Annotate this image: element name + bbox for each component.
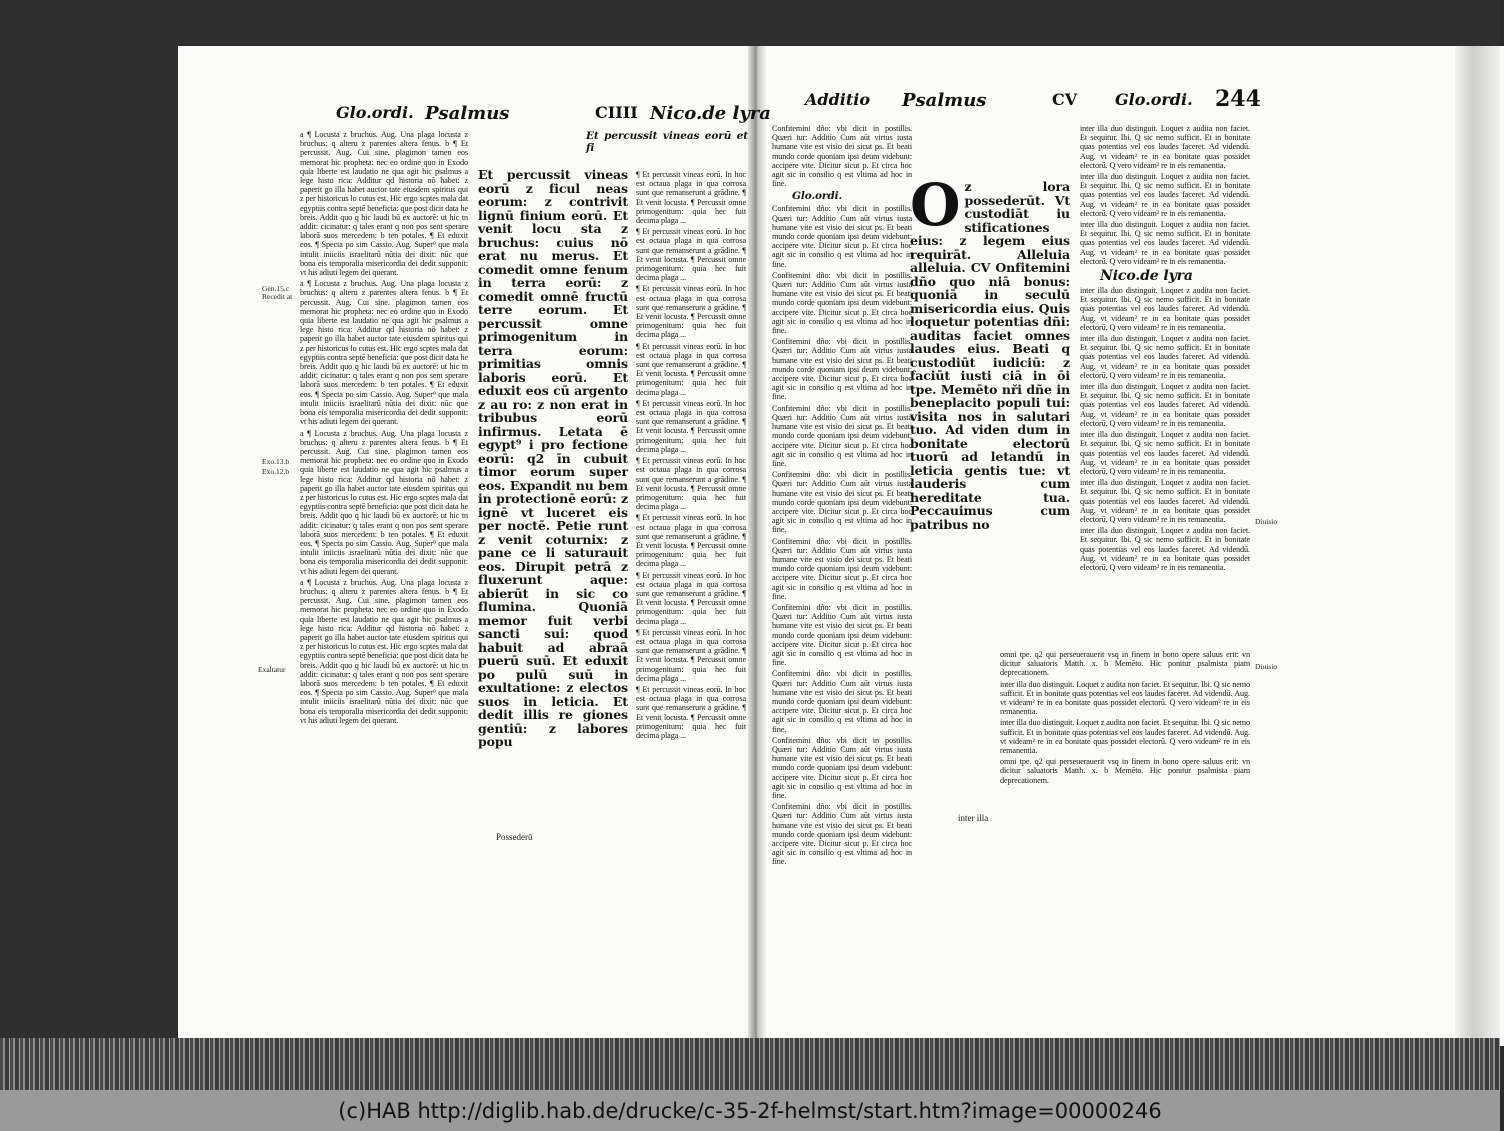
left-column-lyra-text-6: ¶ Et percussit vineas eorū. In hoc est octaua plaga in qua corrosa sunt que remanserunt a grādine. ¶ Et venit locusta. ¶ Percussit omne primogenitum: quia hec fuit decima plaga ...: [636, 456, 746, 512]
right-column-lyra-text-9: inter illa duo distinguit. Loquet z audita non faciet. Et sequitur. Ibi. Q sic nemo sufficit. Et in bonitate quas potentias vel eos laudes faceret. Ad videndū. Aug. vt videam² re in ea bonitate quas possidet electorū. Q vero videam² re in eis remanentia.: [1080, 526, 1250, 572]
left-margin-note: Exo.13.b: [262, 457, 290, 466]
left-column-lyra-text-8: ¶ Et percussit vineas eorū. In hoc est octaua plaga in qua corrosa sunt que remanserunt a grādine. ¶ Et venit locusta. ¶ Percussit omne primogenitum: quia hec fuit decima plaga ...: [636, 570, 746, 626]
left-margin-note: Exo.12.b: [262, 467, 290, 476]
left-column-gloss-text: a ¶ Locusta z bruchus. Aug. Una plaga locusta z bruchus: q alteru z parentes altera fenus. b ¶ Et percussit. Aug. Cui sine. plagimon tamen eos memorat hic propheta: nec eo ordine quo in Exodo quia liberte est laudatio ne qua agit hic psalmus a lege histo rica: Additur qd historia nō habet: z paperit go illa habet auctor tate eiusdem spiritus qui z per historicus lo cutus est. Hic ergo scptes mala dat egyptiis contra septē beneficia: que post dicit data he breis. Addit quo q hic laudi bū ex auctorē: ut hic tn addit: cicinatur: q tales erant q non pos sent sperare laborā suos mercedem: b ten potales. ¶ Et eduxit eos. ¶ Specta po sim Cassio. Aug. Super⁹ que mala intulit iniiciis israelitarū nūtia dei dixit: nūc que bona eis temporalia misericordia dei dedit supponit: vt his adiuti legem dei querant.: [300, 130, 468, 278]
right-column-additio-text-4: Confitemini dño: vbi dicit in postillis. Quæri tur: Additio Cum aūt virtus iusta humane vite est visio dei sicut ps. Et beati mundo corde quoniam ipsi deum videbunt: accipere vite. Dicitur sicut p. Et circa hoc agit sic in consilio q est vltima ad hoc in fine.: [772, 337, 912, 402]
right-column-lyra-text-2: inter illa duo distinguit. Loquet z audita non faciet. Et sequitur. Ibi. Q sic nemo sufficit. Et in bonitate quas potentias vel eos laudes faceret. Ad videndū. Aug. vt videam² re in ea bonitate quas possidet electorū. Q vero videam² re in eis remanentia.: [1080, 172, 1250, 218]
right-column-additio: [772, 124, 912, 867]
right-folio-number: 244: [1215, 86, 1261, 112]
left-header-psalmus: Psalmus: [425, 103, 510, 124]
left-column-lyra-text-9: ¶ Et percussit vineas eorū. In hoc est octaua plaga in qua corrosa sunt que remanserunt a grādine. ¶ Et venit locusta. ¶ Percussit omne primogenitum: quia hec fuit decima plaga ...: [636, 627, 746, 683]
right-column-additio-text-6: Confitemini dño: vbi dicit in postillis. Quæri tur: Additio Cum aūt virtus iusta humane vite est visio dei sicut ps. Et beati mundo corde quoniam ipsi deum videbunt: accipere vite. Dicitur sicut p. Et circa hoc agit sic in consilio q est vltima ad hoc in fine.: [772, 470, 912, 535]
left-column-lyra-text-10: ¶ Et percussit vineas eorū. In hoc est octaua plaga in qua corrosa sunt que remanserunt a grādine. ¶ Et venit locusta. ¶ Percussit omne primogenitum: quia hec fuit decima plaga ...: [636, 684, 746, 740]
left-column-lyra-text-4: ¶ Et percussit vineas eorū. In hoc est octaua plaga in qua corrosa sunt que remanserunt a grādine. ¶ Et venit locusta. ¶ Percussit omne primogenitum: quia hec fuit decima plaga ...: [636, 341, 746, 397]
scan-edge-strip: [0, 1038, 1500, 1090]
left-column-gloss-text-4: a ¶ Locusta z bruchus. Aug. Una plaga locusta z bruchus: q alteru z parentes altera fenus. b ¶ Et percussit. Aug. Cui sine. plagimon tamen eos memorat hic propheta: nec eo ordine quo in Exodo quia liberte est laudatio ne qua agit hic psalmus a lege histo rica: Additur qd historia nō habet: z paperit go illa habet auctor tate eiusdem spiritus qui z per historicus lo cutus est. Hic ergo scptes mala dat egyptiis contra septē beneficia: que post dicit data he breis. Addit quo q hic laudi bū ex auctorē: ut hic tn addit: cicinatur: q tales erant q non pos sent sperare laborā suos mercedem: b ten potales. ¶ Et eduxit eos. ¶ Specta po sim Cassio. Aug. Super⁹ que mala intulit iniiciis israelitarū nūtia dei dixit: nūc que bona eis temporalia misericordia dei dedit supponit: vt his adiuti legem dei querant.: [300, 577, 468, 725]
right-column-psalm-text: z lora possederūt. Vt custodiāt iu stificationes eius: z legem eius requirāt. Alleluia alleluia. CV Onfitemini dño quo niā bonus: quoniā in seculū misericordia eius. Quis loquetur potentias dñi: auditas faciet omnes laudes eius. Beati q custodiūt iudiciū: z faciūt iusti ciā in ōi tpe. Memēto nři dñe in beneplacito populi tui: visita nos in salutari tuo. Ad viden dum in bonitate electorū tuorū ad letandū in leticia gentis tue: vt lauderis cum hereditate tua. Peccauimus cum patribus no: [910, 179, 1070, 532]
right-header-number: CV: [1052, 90, 1078, 109]
right-column-additio-text-7: Confitemini dño: vbi dicit in postillis. Quæri tur: Additio Cum aūt virtus iusta humane vite est visio dei sicut ps. Et beati mundo corde quoniam ipsi deum videbunt: accipere vite. Dicitur sicut p. Et circa hoc agit sic in consilio q est vltima ad hoc in fine.: [772, 536, 912, 601]
right-column-additio-text-10: Confitemini dño: vbi dicit in postillis. Quæri tur: Additio Cum aūt virtus iusta humane vite est visio dei sicut ps. Et beati mundo corde quoniam ipsi deum videbunt: accipere vite. Dicitur sicut p. Et circa hoc agit sic in consilio q est vltima ad hoc in fine.: [772, 735, 912, 801]
right-column-bottom-text-4: omni tpe. q2 qui perseuerauerit vsq in finem in bono opere saluus erit: vn dicitur saluatoris Matth. x. b Memēto. Hic ponitur psalmista piam deprecationem.: [1000, 757, 1250, 785]
right-column-gloss-title: Glo.ordi.: [792, 190, 843, 203]
left-margin-note: Gen.15.c: [262, 284, 290, 293]
left-column-lyra-body: [636, 170, 746, 830]
left-column-psalm-text: Et percussit vineas eorū z ficul neas eorum: z contrivit lignū finium eorū. Et venit locu sta z bruchus: cuius nō erat nu merus. Et comedit omne fenum in terra eorū: z comedit omnē fructū terre eorum. Et percussit omne primogenitum in terra eorum: primitias omnis laboris eorū. Et eduxit eos cū argento z au ro: z non erat in tribubus eorū infirmus. Letata ē egypt⁹ i pro fectione eorū: q2 īn cubuit timor eorum super eos. Expandit nu bem in protectionē eorū: z ignē vt luceret eis per noctē. Petie runt z venit coturnix: z pane ce li saturauit eos. Dirupit petrā z fluxerunt aque: abierūt in sic co flumina. Quoniā memor fuit verbi sancti sui: quod habuit ad abraā puerū suū. Et eduxit po pulū suū in exultatione: z electos suos in leticia. Et dedit illis re giones gentiū: z labores popu: [478, 167, 628, 749]
book-gutter: [748, 46, 766, 1046]
left-column-gloss-text-2: a ¶ Locusta z bruchus. Aug. Una plaga locusta z bruchus: q alteru z parentes altera fenus. b ¶ Et percussit. Aug. Cui sine. plagimon tamen eos memorat hic propheta: nec eo ordine quo in Exodo quia liberte est laudatio ne qua agit hic psalmus a lege histo rica: Additur qd historia nō habet: z paperit go illa habet auctor tate eiusdem spiritus qui z per historicus lo cutus est. Hic ergo scptes mala dat egyptiis contra septē beneficia: que post dicit data he breis. Addit quo q hic laudi bū ex auctorē: ut hic tn addit: cicinatur: q tales erant q non pos sent sperare laborā suos mercedem: b ten potales. ¶ Et eduxit eos. ¶ Specta po sim Cassio. Aug. Super⁹ que mala intulit iniiciis israelitarū nūtia dei dixit: nūc que bona eis temporalia misericordia dei dedit supponit: vt his adiuti legem dei querant.: [300, 279, 468, 427]
right-column-lyra-text-4: inter illa duo distinguit. Loquet z audita non faciet. Et sequitur. Ibi. Q sic nemo sufficit. Et in bonitate quas potentias vel eos laudes faceret. Ad videndū. Aug. vt videam² re in ea bonitate quas possidet electorū. Q vero videam² re in eis remanentia.: [1080, 286, 1250, 332]
right-header-gloss: Glo.ordi.: [1115, 90, 1193, 109]
right-column-bottom-text-2: inter illa duo distinguit. Loquet z audita non faciet. Et sequitur. Ibi. Q sic nemo sufficit. Et in bonitate quas potentias vel eos laudes faceret. Ad videndū. Aug. vt videam² re in ea bonitate quas possidet electorū. Q vero videam² re in eis remanentia.: [1000, 679, 1251, 717]
right-header-psalmus: Psalmus: [902, 90, 987, 111]
left-column-gloss: [300, 130, 468, 830]
right-column-psalm: [910, 171, 1070, 635]
footer-bar: [0, 1090, 1500, 1131]
right-column-additio-text-9: Confitemini dño: vbi dicit in postillis. Quæri tur: Additio Cum aūt virtus iusta humane vite est visio dei sicut ps. Et beati mundo corde quoniam ipsi deum videbunt: accipere vite. Dicitur sicut p. Et circa hoc agit sic in consilio q est vltima ad hoc in fine.: [772, 669, 912, 734]
left-margin-note: Recedit at: [262, 292, 293, 301]
right-margin-note: Diuisio: [1255, 517, 1278, 526]
right-column-bottom-text: omni tpe. q2 qui perseuerauerit vsq in finem in bono opere saluus erit: vn dicitur saluatoris Matth. x. b Memēto. Hic ponitur psalmista piam deprecationem.: [1000, 650, 1250, 678]
right-header-additio: Additio: [805, 90, 871, 109]
right-column-lyra-text-7: inter illa duo distinguit. Loquet z audita non faciet. Et sequitur. Ibi. Q sic nemo sufficit. Et in bonitate quas potentias vel eos laudes faceret. Ad videndū. Aug. vt videam² re in ea bonitate quas possidet electorū. Q vero videam² re in eis remanentia.: [1080, 430, 1250, 476]
right-column-lyra-text-3: inter illa duo distinguit. Loquet z audita non faciet. Et sequitur. Ibi. Q sic nemo sufficit. Et in bonitate quas potentias vel eos laudes faceret. Ad videndū. Aug. vt videam² re in ea bonitate quas possidet electorū. Q vero videam² re in eis remanentia.: [1080, 220, 1250, 266]
right-column-lyra: [1080, 124, 1250, 654]
left-column-lyra-text-2: ¶ Et percussit vineas eorū. In hoc est octaua plaga in qua corrosa sunt que remanserunt a grādine. ¶ Et venit locusta. ¶ Percussit omne primogenitum: quia hec fuit decima plaga ...: [636, 227, 746, 283]
left-header-lyra: Nico.de lyra: [650, 103, 771, 124]
left-catchword: Possederū: [496, 832, 533, 842]
right-column-additio-text-2: Confitemini dño: vbi dicit in postillis. Quæri tur: Additio Cum aūt virtus iusta humane vite est visio dei sicut ps. Et beati mundo corde quoniam ipsi deum videbunt: accipere vite. Dicitur sicut p. Et circa hoc agit sic in consilio q est vltima ad hoc in fine.: [772, 204, 912, 269]
right-column-additio-text: Confitemini dño: vbi dicit in postillis. Quæri tur: Additio Cum aūt virtus iusta humane vite est visio dei sicut ps. Et beati mundo corde quoniam ipsi deum videbunt: accipere vite. Dicitur sicut p. Et circa hoc agit sic in consilio q est vltima ad hoc in fine.: [772, 124, 912, 189]
left-margin-note: Exaltatur: [258, 665, 286, 674]
left-column-lyra-text-7: ¶ Et percussit vineas eorū. In hoc est octaua plaga in qua corrosa sunt que remanserunt a grādine. ¶ Et venit locusta. ¶ Percussit omne primogenitum: quia hec fuit decima plaga ...: [636, 513, 746, 569]
right-column-lyra-text-6: inter illa duo distinguit. Loquet z audita non faciet. Et sequitur. Ibi. Q sic nemo sufficit. Et in bonitate quas potentias vel eos laudes faceret. Ad videndū. Aug. vt videam² re in ea bonitate quas possidet electorū. Q vero videam² re in eis remanentia.: [1080, 382, 1250, 428]
right-column-bottom: [1000, 650, 1250, 820]
left-column-lyra-text: ¶ Et percussit vineas eorū. In hoc est octaua plaga in qua corrosa sunt que remanserunt a grādine. ¶ Et venit locusta. ¶ Percussit omne primogenitum: quia hec fuit decima plaga ...: [636, 170, 746, 226]
page-edge: [1455, 46, 1500, 1046]
right-column-lyra-text-5: inter illa duo distinguit. Loquet z audita non faciet. Et sequitur. Ibi. Q sic nemo sufficit. Et in bonitate quas potentias vel eos laudes faceret. Ad videndū. Aug. vt videam² re in ea bonitate quas possidet electorū. Q vero videam² re in eis remanentia.: [1080, 334, 1250, 380]
right-column-lyra-text: inter illa duo distinguit. Loquet z audita non faciet. Et sequitur. Ibi. Q sic nemo sufficit. Et in bonitate quas potentias vel eos laudes faceret. Ad videndū. Aug. vt videam² re in ea bonitate quas possidet electorū. Q vero videam² re in eis remanentia.: [1080, 124, 1250, 170]
left-header-number: CIIII: [595, 103, 638, 122]
right-column-additio-text-8: Confitemini dño: vbi dicit in postillis. Quæri tur: Additio Cum aūt virtus iusta humane vite est visio dei sicut ps. Et beati mundo corde quoniam ipsi deum videbunt: accipere vite. Dicitur sicut p. Et circa hoc agit sic in consilio q est vltima ad hoc in fine.: [772, 602, 912, 668]
left-column-lyra-text-5: ¶ Et percussit vineas eorū. In hoc est octaua plaga in qua corrosa sunt que remanserunt a grādine. ¶ Et venit locusta. ¶ Percussit omne primogenitum: quia hec fuit decima plaga ...: [636, 398, 746, 454]
left-column-lyra-title: Et percussit vineas eorū et fi: [586, 130, 748, 154]
left-column-lyra-text-3: ¶ Et percussit vineas eorū. In hoc est octaua plaga in qua corrosa sunt que remanserunt a grādine. ¶ Et venit locusta. ¶ Percussit omne primogenitum: quia hec fuit decima plaga ...: [636, 284, 746, 340]
right-column-lyra-text-8: inter illa duo distinguit. Loquet z audita non faciet. Et sequitur. Ibi. Q sic nemo sufficit. Et in bonitate quas potentias vel eos laudes faceret. Ad videndū. Aug. vt videam² re in ea bonitate quas possidet electorū. Q vero videam² re in eis remanentia.: [1080, 478, 1250, 524]
left-column-gloss-text-3: a ¶ Locusta z bruchus. Aug. Una plaga locusta z bruchus: q alteru z parentes altera fenus. b ¶ Et percussit. Aug. Cui sine. plagimon tamen eos memorat hic propheta: nec eo ordine quo in Exodo quia liberte est laudatio ne qua agit hic psalmus a lege histo rica: Additur qd historia nō habet: z paperit go illa habet auctor tate eiusdem spiritus qui z per historicus lo cutus est. Hic ergo scptes mala dat egyptiis contra septē beneficia: que post dicit data he breis. Addit quo q hic laudi bū ex auctorē: ut hic tn addit: cicinatur: q tales erant q non pos sent sperare laborā suos mercedem: b ten potales. ¶ Et eduxit eos. ¶ Specta po sim Cassio. Aug. Super⁹ que mala intulit iniiciis israelitarū nūtia dei dixit: nūc que bona eis temporalia misericordia dei dedit supponit: vt his adiuti legem dei querant.: [300, 428, 468, 576]
decorated-initial: O: [910, 171, 961, 239]
footer-url-text: (c)HAB http://diglib.hab.de/drucke/c-35-2f-helmst/start.htm?image=00000246: [338, 1098, 1162, 1123]
right-column-additio-text-5: Confitemini dño: vbi dicit in postillis. Quæri tur: Additio Cum aūt virtus iusta humane vite est visio dei sicut ps. Et beati mundo corde quoniam ipsi deum videbunt: accipere vite. Dicitur sicut p. Et circa hoc agit sic in consilio q est vltima ad hoc in fine.: [772, 403, 912, 468]
left-header-gloss: Glo.ordi.: [336, 103, 414, 122]
right-column-lyra-title: Nico.de lyra: [1100, 268, 1193, 285]
right-column-bottom-text-3: inter illa duo distinguit. Loquet z audita non faciet. Et sequitur. Ibi. Q sic nemo sufficit. Et in bonitate quas potentias vel eos laudes faceret. Ad videndū. Aug. vt videam² re in ea bonitate quas possidet electorū. Q vero videam² re in eis remanentia.: [1000, 718, 1251, 756]
right-margin-note: Diuisio: [1255, 662, 1278, 671]
right-catchword: inter illa: [958, 813, 989, 823]
right-column-additio-text-3: Confitemini dño: vbi dicit in postillis. Quæri tur: Additio Cum aūt virtus iusta humane vite est visio dei sicut ps. Et beati mundo corde quoniam ipsi deum videbunt: accipere vite. Dicitur sicut p. Et circa hoc agit sic in consilio q est vltima ad hoc in fine.: [772, 270, 912, 336]
right-column-additio-text-11: Confitemini dño: vbi dicit in postillis. Quæri tur: Additio Cum aūt virtus iusta humane vite est visio dei sicut ps. Et beati mundo corde quoniam ipsi deum videbunt: accipere vite. Dicitur sicut p. Et circa hoc agit sic in consilio q est vltima ad hoc in fine.: [772, 802, 912, 867]
